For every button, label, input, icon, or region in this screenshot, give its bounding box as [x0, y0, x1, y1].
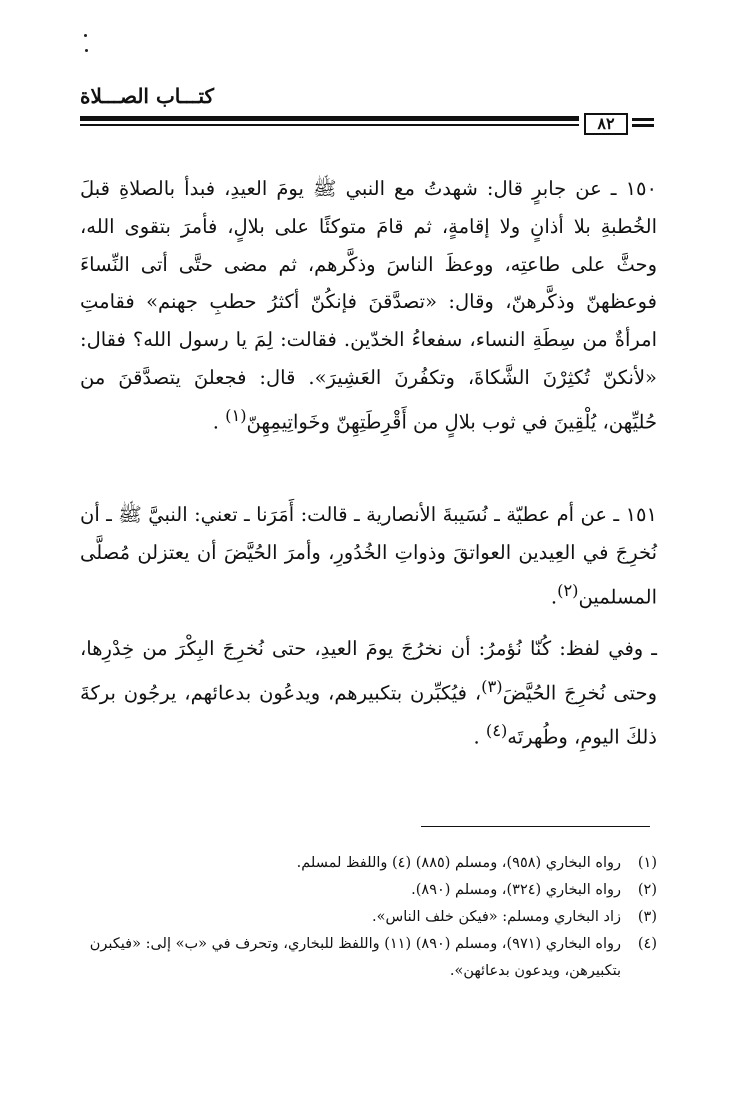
page-mark: [84, 34, 87, 37]
footnote-text: رواه البخاري (٩٥٨)، ومسلم (٨٨٥) (٤) واللفظ لمسلم.: [296, 855, 621, 871]
footnote-number: (٤): [637, 936, 657, 952]
hadith-151-variant: [80, 630, 657, 756]
footnote-ref: (٢): [557, 580, 579, 600]
footnote-ref: (٣): [481, 676, 503, 696]
page-number: ٨٢: [584, 113, 628, 135]
header-rule: [632, 118, 654, 121]
footnote-ref: (٤): [485, 721, 508, 741]
footnote-separator: [421, 826, 650, 827]
footnote-number: (٢): [637, 882, 657, 898]
hadith-text: ١٥٠ ـ عن جابرٍ قال: شهدتُ مع النبي ﷺ يومَ العيدِ، فبدأ بالصلاةِ قبلَ الخُطبةِ بلا أذانٍ ولا إقامةٍ، ثم قامَ متوكئًا على بلالٍ، فأمرَ بتقوى الله، وحثَّ على طاعتِه، ووعظَ الناسَ وذكَّرهم، ثم مضى حتَّى أتى النِّساءَ فوعظهنّ وذكَّرهنّ، وقال: «تصدَّقنَ فإنكُنّ أكثرُ حطبِ جهنم» فقامتِ امرأةٌ من سِطَةِ النساء، سفعاءُ الخدّين. فقالت: لِمَ يا رسول الله؟ فقال: «لأنكنّ تُكثِرْنَ الشَّكاةَ، وتكفُرنَ العَشِيرَ». قال: فجعلنَ يتصدَّقنَ من حُليِّهن، يُلْقِينَ في ثوب بلالٍ من أَقْرِطَتِهِنّ وخَواتِيمِهِنّ: [80, 177, 657, 434]
punctuation: .: [212, 410, 226, 434]
header-rule: [80, 124, 579, 126]
footnote-number: (٣): [637, 909, 657, 925]
footnote-ref: (١): [225, 405, 247, 425]
header-rule: [80, 116, 579, 121]
footnote: [80, 931, 657, 985]
hadith-text: ، فيُكبِّرن بتكبيرهم، ويدعُون بدعائهم، يرجُون بركةَ ذلكَ اليومِ، وطُهرتَه: [80, 681, 657, 749]
running-header: كتـــاب الصـــلاة: [80, 84, 215, 108]
footnotes: [80, 850, 657, 985]
hadith-text: ١٥١ ـ عن أم عطيّة ـ نُسَيبةَ الأنصارية ـ قالت: أَمَرَنا ـ تعني: النبيَّ ﷺ ـ أن نُخرِجَ في العِيدين العواتقَ وذواتِ الخُدُورِ، وأمرَ الحُيَّضَ أن يعتزلن مُصلَّى المسلمين: [80, 503, 657, 609]
hadith-text: ـ وفي لفظ: كُنّا نُؤمرُ: أن نخرُجَ يومَ العيدِ، حتى نُخرِجَ البِكْرَ من خِدْرِها، وحتى نُخرِجَ الحُيَّضَ: [80, 637, 657, 705]
footnote-number: (١): [637, 855, 657, 871]
punctuation: .: [473, 725, 486, 749]
hadith-150: [80, 170, 657, 441]
punctuation: .: [550, 585, 558, 609]
page-mark: [85, 49, 88, 52]
footnote: [80, 904, 657, 931]
header-rule: [632, 124, 654, 127]
hadith-151: [80, 496, 657, 616]
footnote: [80, 850, 657, 877]
footnote-text: زاد البخاري ومسلم: «فيكن خلف الناس».: [372, 909, 621, 925]
footnote: [80, 877, 657, 904]
footnote-text: رواه البخاري (٣٢٤)، ومسلم (٨٩٠).: [411, 882, 621, 898]
footnote-text: رواه البخاري (٩٧١)، ومسلم (٨٩٠) (١١) واللفظ للبخاري، وتحرف في «ب» إلى: «فيكبرن بتكبيرهن، ويدعون بدعائهن».: [89, 936, 621, 979]
